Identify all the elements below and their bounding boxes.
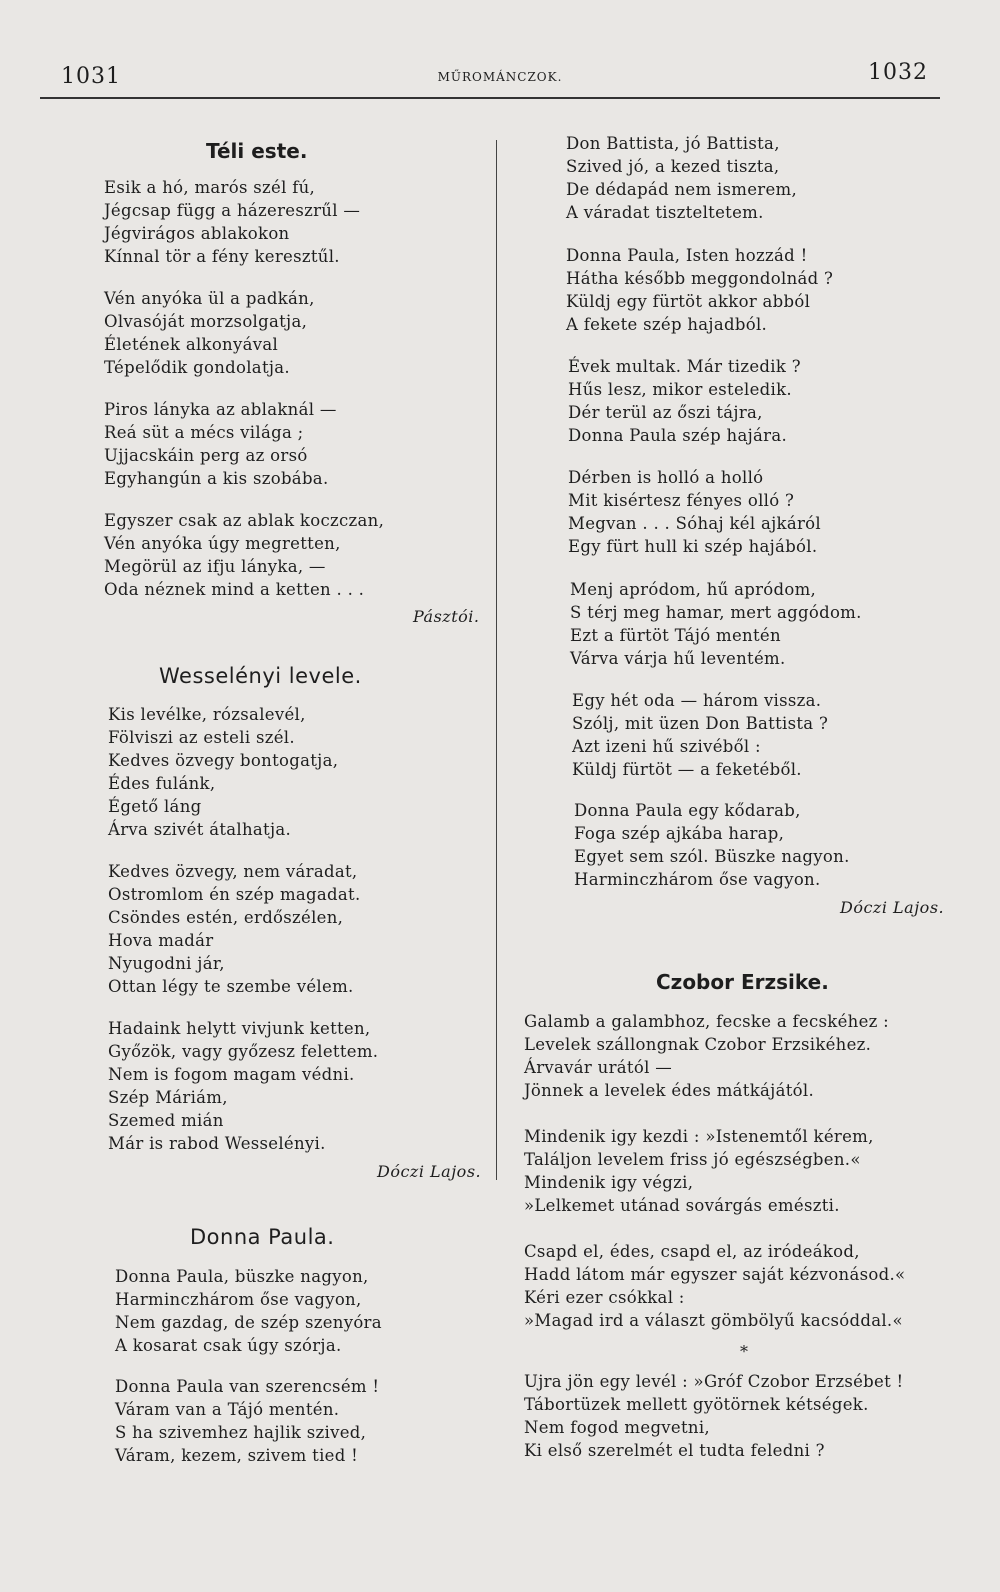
verse-line: Harminczhárom őse vagyon, [115, 1290, 362, 1309]
verse-line: Kínnal tör a fény keresztűl. [104, 247, 340, 266]
verse-line: Jönnek a levelek édes mátkájától. [524, 1081, 814, 1100]
verse-line: Csapd el, édes, csapd el, az iródeákod, [524, 1242, 860, 1261]
verse-line: Jégcsap függ a házereszrűl — [104, 201, 361, 220]
verse-line: Donna Paula egy kődarab, [574, 801, 801, 820]
verse-line: Fölviszi az esteli szél. [108, 728, 295, 747]
verse-line: Vén anyóka ül a padkán, [104, 289, 315, 308]
verse-line: Mindenik igy kezdi : »Istenemtől kérem, [524, 1127, 874, 1146]
verse-line: Dér terül az őszi tájra, [568, 403, 763, 422]
stanza [108, 860, 361, 998]
verse-line: Olvasóját morzsolgatja, [104, 312, 308, 331]
verse-line: »Magad ird a választ gömbölyű kacsóddal.« [524, 1311, 903, 1330]
poem-title-czobor-erzsike: Czobor Erzsike. [656, 970, 829, 994]
stanza [104, 287, 315, 379]
stanza [524, 1370, 903, 1462]
verse-line: Csöndes estén, erdőszélen, [108, 908, 344, 927]
verse-line: Nyugodni jár, [108, 954, 225, 973]
stanza [570, 578, 862, 670]
verse-line: Tábortüzek mellett gyötörnek kétségek. [524, 1395, 869, 1414]
verse-line: S ha szivemhez hajlik szived, [115, 1423, 367, 1442]
verse-line: Oda néznek mind a ketten . . . [104, 580, 365, 599]
verse-line: Egyszer csak az ablak koczczan, [104, 511, 385, 530]
verse-line: Ujra jön egy levél : »Gróf Czobor Erzsébet ! [524, 1372, 904, 1391]
verse-line: Dérben is holló a holló [568, 468, 764, 487]
verse-line: Kedves özvegy, nem váradat, [108, 862, 358, 881]
verse-line: Donna Paula szép hajára. [568, 426, 788, 445]
verse-line: Egyhangún a kis szobába. [104, 469, 329, 488]
poem-title-teli-este: Téli este. [206, 139, 308, 163]
verse-line: A kosarat csak úgy szórja. [115, 1336, 342, 1355]
verse-line: Azt izeni hű szivéből : [572, 737, 761, 756]
section-separator: * [740, 1342, 748, 1361]
author-signature: Dóczi Lajos. [840, 898, 945, 917]
verse-line: Szólj, mit üzen Don Battista ? [572, 714, 829, 733]
verse-line: Várva várja hű leventém. [570, 649, 786, 668]
verse-line: Találjon levelem friss jó egészségben.« [524, 1150, 861, 1169]
verse-line: Tépelődik gondolatja. [104, 358, 290, 377]
verse-line: Reá süt a mécs világa ; [104, 423, 304, 442]
verse-line: Nem fogod megvetni, [524, 1418, 710, 1437]
verse-line: Donna Paula, büszke nagyon, [115, 1267, 369, 1286]
verse-line: Egy hét oda — három vissza. [572, 691, 822, 710]
page-header [0, 0, 1000, 100]
verse-line: Ujjacskáin perg az orsó [104, 446, 308, 465]
poem-title-donna-paula: Donna Paula. [190, 1225, 335, 1249]
verse-line: Vén anyóka úgy megretten, [104, 534, 341, 553]
stanza [108, 703, 338, 841]
verse-line: A fekete szép hajadból. [566, 315, 768, 334]
verse-line: Küldj fürtöt — a feketéből. [572, 760, 802, 779]
verse-line: Megvan . . . Sóhaj kél ajkáról [568, 514, 821, 533]
verse-line: Galamb a galambhoz, fecske a fecskéhez : [524, 1012, 890, 1031]
verse-line: Jégvirágos ablakokon [104, 224, 290, 243]
verse-line: Váram van a Tájó mentén. [115, 1400, 340, 1419]
verse-line: S térj meg hamar, mert aggódom. [570, 603, 862, 622]
verse-line: Esik a hó, marós szél fú, [104, 178, 316, 197]
verse-line: Váram, kezem, szivem tied ! [115, 1446, 359, 1465]
verse-line: Don Battista, jó Battista, [566, 134, 780, 153]
column-divider [496, 140, 497, 1180]
stanza [104, 176, 360, 268]
verse-line: Hátha később meggondolnád ? [566, 269, 834, 288]
running-head: MŰROMÁNCZOK. [437, 70, 563, 84]
stanza [568, 466, 821, 558]
stanza [108, 1017, 378, 1155]
verse-line: Kis levélke, rózsalevél, [108, 705, 306, 724]
author-signature: Dóczi Lajos. [377, 1162, 482, 1181]
verse-line: Megörül az ifju lányka, — [104, 557, 326, 576]
verse-line: Hadd látom már egyszer saját kézvonásod.« [524, 1265, 906, 1284]
verse-line: Egy fürt hull ki szép hajából. [568, 537, 818, 556]
poem-title-wesselenyi-levele: Wesselényi levele. [159, 664, 362, 688]
verse-line: Nem gazdag, de szép szenyóra [115, 1313, 382, 1332]
stanza [524, 1010, 889, 1102]
verse-line: Ki első szerelmét el tudta feledni ? [524, 1441, 825, 1460]
verse-line: Kedves özvegy bontogatja, [108, 751, 339, 770]
header-rule [40, 97, 940, 99]
verse-line: Már is rabod Wesselényi. [108, 1134, 326, 1153]
right-page-number: 1032 [868, 60, 928, 85]
verse-line: Hova madár [108, 931, 214, 950]
verse-line: Mindenik igy végzi, [524, 1173, 694, 1192]
verse-line: Menj apródom, hű apródom, [570, 580, 817, 599]
verse-line: Árvavár urától — [524, 1058, 672, 1077]
stanza [568, 355, 801, 447]
verse-line: Piros lányka az ablaknál — [104, 400, 337, 419]
verse-line: Szemed mián [108, 1111, 224, 1130]
verse-line: Évek multak. Már tizedik ? [568, 357, 801, 376]
left-page-number: 1031 [61, 64, 121, 89]
verse-line: Égető láng [108, 797, 202, 816]
verse-line: Donna Paula van szerencsém ! [115, 1377, 380, 1396]
verse-line: Ostromlom én szép magadat. [108, 885, 361, 904]
stanza [524, 1125, 874, 1217]
verse-line: Kéri ezer csókkal : [524, 1288, 685, 1307]
verse-line: Ezt a fürtöt Tájó mentén [570, 626, 781, 645]
verse-line: Hadaink helytt vivjunk ketten, [108, 1019, 371, 1038]
verse-line: Egyet sem szól. Büszke nagyon. [574, 847, 850, 866]
author-signature: Pásztói. [413, 607, 480, 626]
verse-line: Győzök, vagy győzesz felettem. [108, 1042, 379, 1061]
stanza [572, 689, 828, 781]
verse-line: Küldj egy fürtöt akkor abból [566, 292, 811, 311]
verse-line: De dédapád nem ismerem, [566, 180, 798, 199]
stanza [115, 1375, 379, 1467]
stanza [566, 132, 797, 224]
verse-line: Ottan légy te szembe vélem. [108, 977, 354, 996]
verse-line: Szép Máriám, [108, 1088, 228, 1107]
verse-line: Levelek szállongnak Czobor Erzsikéhez. [524, 1035, 872, 1054]
stanza [524, 1240, 905, 1332]
stanza [574, 799, 850, 891]
stanza [115, 1265, 382, 1357]
verse-line: Édes fulánk, [108, 774, 216, 793]
verse-line: A váradat tiszteltetem. [566, 203, 764, 222]
verse-line: Harminczhárom őse vagyon. [574, 870, 821, 889]
verse-line: Nem is fogom magam védni. [108, 1065, 355, 1084]
verse-line: Foga szép ajkába harap, [574, 824, 785, 843]
verse-line: Árva szivét átalhatja. [108, 820, 292, 839]
verse-line: Életének alkonyával [104, 335, 279, 354]
stanza [104, 398, 337, 490]
stanza [566, 244, 833, 336]
verse-line: Szived jó, a kezed tiszta, [566, 157, 780, 176]
verse-line: »Lelkemet utánad sovárgás emészti. [524, 1196, 840, 1215]
stanza [104, 509, 384, 601]
verse-line: Hűs lesz, mikor esteledik. [568, 380, 792, 399]
verse-line: Mit kisértesz fényes olló ? [568, 491, 795, 510]
verse-line: Donna Paula, Isten hozzád ! [566, 246, 808, 265]
